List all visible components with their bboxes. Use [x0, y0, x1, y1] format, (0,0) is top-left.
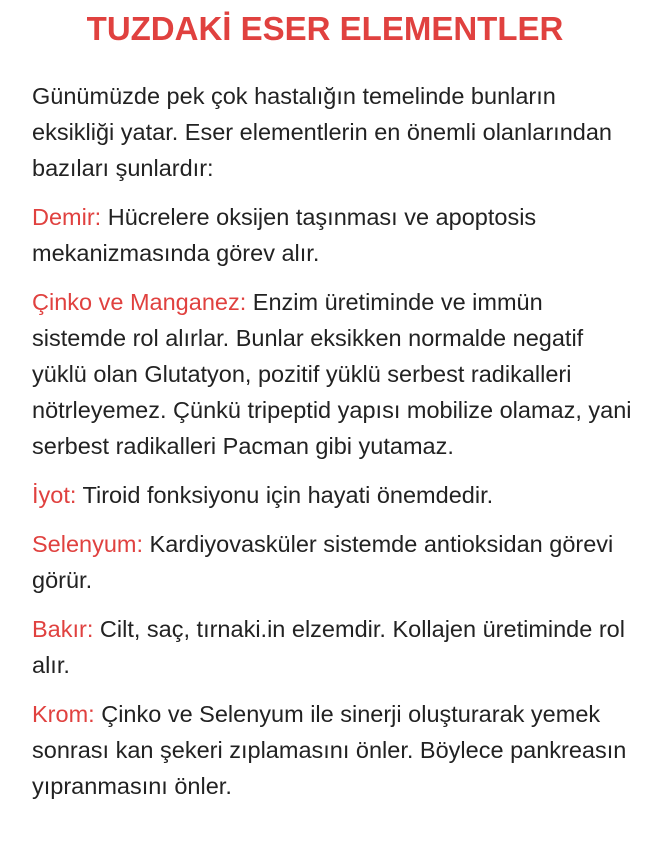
- entry-text: Çinko ve Selenyum ile sinerji oluşturarak yemek sonrası kan şekeri zıplamasını önler. Böylece pankreasın yıpranmasını önler.: [32, 701, 627, 799]
- entry-text: Cilt, saç, tırnaki.in elzemdir. Kollajen üretiminde rol alır.: [32, 616, 625, 678]
- entry-text: Enzim üretiminde ve immün sistemde rol alırlar. Bunlar eksikken normalde negatif yüklü olan Glutatyon, pozitif yüklü serbest radikalleri nötrleyemez. Çünkü tripeptid yapısı mobilize olamaz, yani serbest radikalleri Pacman gibi yutamaz.: [32, 289, 632, 459]
- entry-text: Hücrelere oksijen taşınması ve apoptosis mekanizmasında görev alır.: [32, 204, 537, 266]
- entry-text: Tiroid fonksiyonu için hayati önemdedir.: [76, 482, 494, 508]
- entry-term: Krom:: [32, 701, 95, 727]
- page-title: TUZDAKİ ESER ELEMENTLER: [86, 10, 564, 47]
- entry-term: Demir:: [32, 204, 102, 230]
- intro-paragraph: Günümüzde pek çok hastalığın temelinde bunların eksikliği yatar. Eser elementlerin en önemli olanlarından bazıları şunlardır:: [32, 83, 612, 181]
- entry-bakir: [32, 611, 636, 683]
- entry-term: Bakır:: [32, 616, 94, 642]
- entry-text: Kardiyovasküler sistemde antioksidan görevi görür.: [32, 531, 614, 593]
- entry-term: İyot:: [32, 482, 77, 508]
- entry-cinko-manganez: [32, 284, 636, 464]
- entry-demir: [32, 199, 636, 271]
- entry-selenyum: [32, 526, 636, 598]
- entry-term: Çinko ve Manganez:: [32, 289, 247, 315]
- entry-term: Selenyum:: [32, 531, 144, 557]
- entry-krom: [32, 696, 636, 804]
- entry-iyot: [32, 477, 636, 513]
